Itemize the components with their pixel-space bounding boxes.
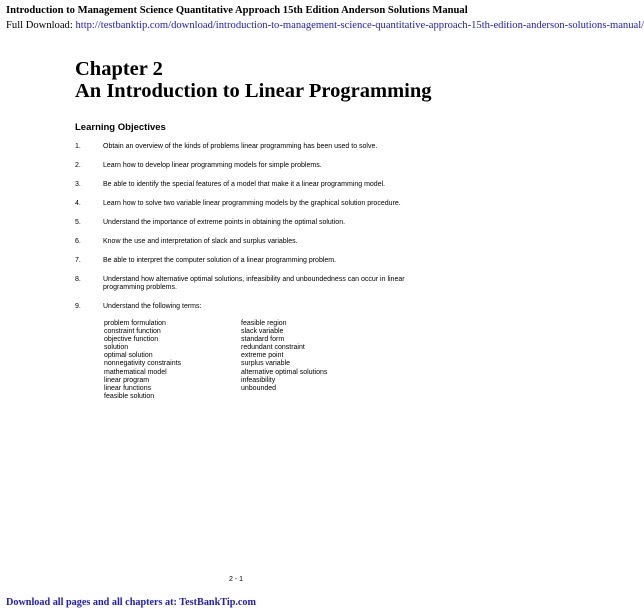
chapter-heading	[75, 58, 432, 102]
download-label: Full Download:	[6, 20, 76, 31]
term: infeasibility	[241, 376, 276, 384]
objective-text: Understand the following terms:	[103, 303, 202, 310]
objective-number: 7.	[75, 257, 81, 264]
objective-number: 3.	[75, 181, 81, 188]
objective-text: Obtain an overview of the kinds of problems linear programming has been used to solve.	[103, 143, 378, 150]
term: nonnegativity constraints	[104, 360, 182, 368]
term: surplus variable	[241, 360, 291, 368]
objective-number: 2.	[75, 162, 81, 169]
objective-number: 6.	[75, 238, 81, 245]
objective-text: Know the use and interpretation of slack and surplus variables.	[103, 238, 298, 245]
term: objective function	[104, 336, 159, 344]
term: slack variable	[241, 328, 284, 336]
objective-text: Be able to identify the special features of a model that make it a linear programming model.	[103, 181, 386, 188]
term: feasible region	[241, 320, 287, 327]
banner-download-line	[6, 19, 644, 33]
banner-title: Introduction to Management Science Quantitative Approach 15th Edition Anderson Solutions Manual	[6, 5, 468, 16]
objective-number: 8.	[75, 276, 81, 283]
objective-number: 4.	[75, 200, 81, 207]
term: alternative optimal solutions	[241, 368, 328, 376]
objective-text: Be able to interpret the computer solution of a linear programming problem.	[103, 257, 337, 264]
objective-text: Understand the importance of extreme points in obtaining the optimal solution.	[103, 219, 346, 226]
download-banner	[6, 4, 644, 33]
term: problem formulation	[104, 320, 166, 327]
footer-download-link[interactable]: Download all pages and all chapters at: TestBankTip.com	[6, 597, 257, 608]
chapter-title: An Introduction to Linear Programming	[75, 80, 432, 102]
term: unbounded	[241, 384, 277, 392]
objective-number: 5.	[75, 219, 81, 226]
term: mathematical model	[104, 368, 167, 376]
objective-text: Learn how to develop linear programming models for simple problems.	[103, 162, 322, 169]
objective-text: Understand how alternative optimal solutions, infeasibility and unboundedness can occur in linear programming problems.	[103, 276, 405, 291]
terms-column-left	[104, 320, 181, 401]
page-number: 2 - 1	[229, 576, 244, 583]
chapter-number: Chapter 2	[75, 58, 163, 80]
term: extreme point	[241, 352, 284, 360]
term: linear functions	[104, 384, 152, 392]
term: redundant constraint	[241, 344, 305, 352]
objective-text: Learn how to solve two variable linear programming models by the graphical solution procedure.	[103, 200, 401, 207]
terms-column-right	[241, 320, 327, 393]
term: feasible solution	[104, 392, 155, 400]
term: constraint function	[104, 328, 161, 336]
objective-number: 9.	[75, 303, 81, 310]
download-link[interactable]: http://testbanktip.com/download/introduction-to-management-science-quantitative-approach-15th-edition-anderson-solutions-manual/	[75, 20, 644, 31]
objectives-heading: Learning Objectives	[75, 122, 166, 133]
term: optimal solution	[104, 352, 153, 360]
term: standard form	[241, 336, 285, 344]
term: linear program	[104, 376, 150, 384]
objective-number: 1.	[75, 143, 81, 150]
term: solution	[104, 344, 129, 352]
